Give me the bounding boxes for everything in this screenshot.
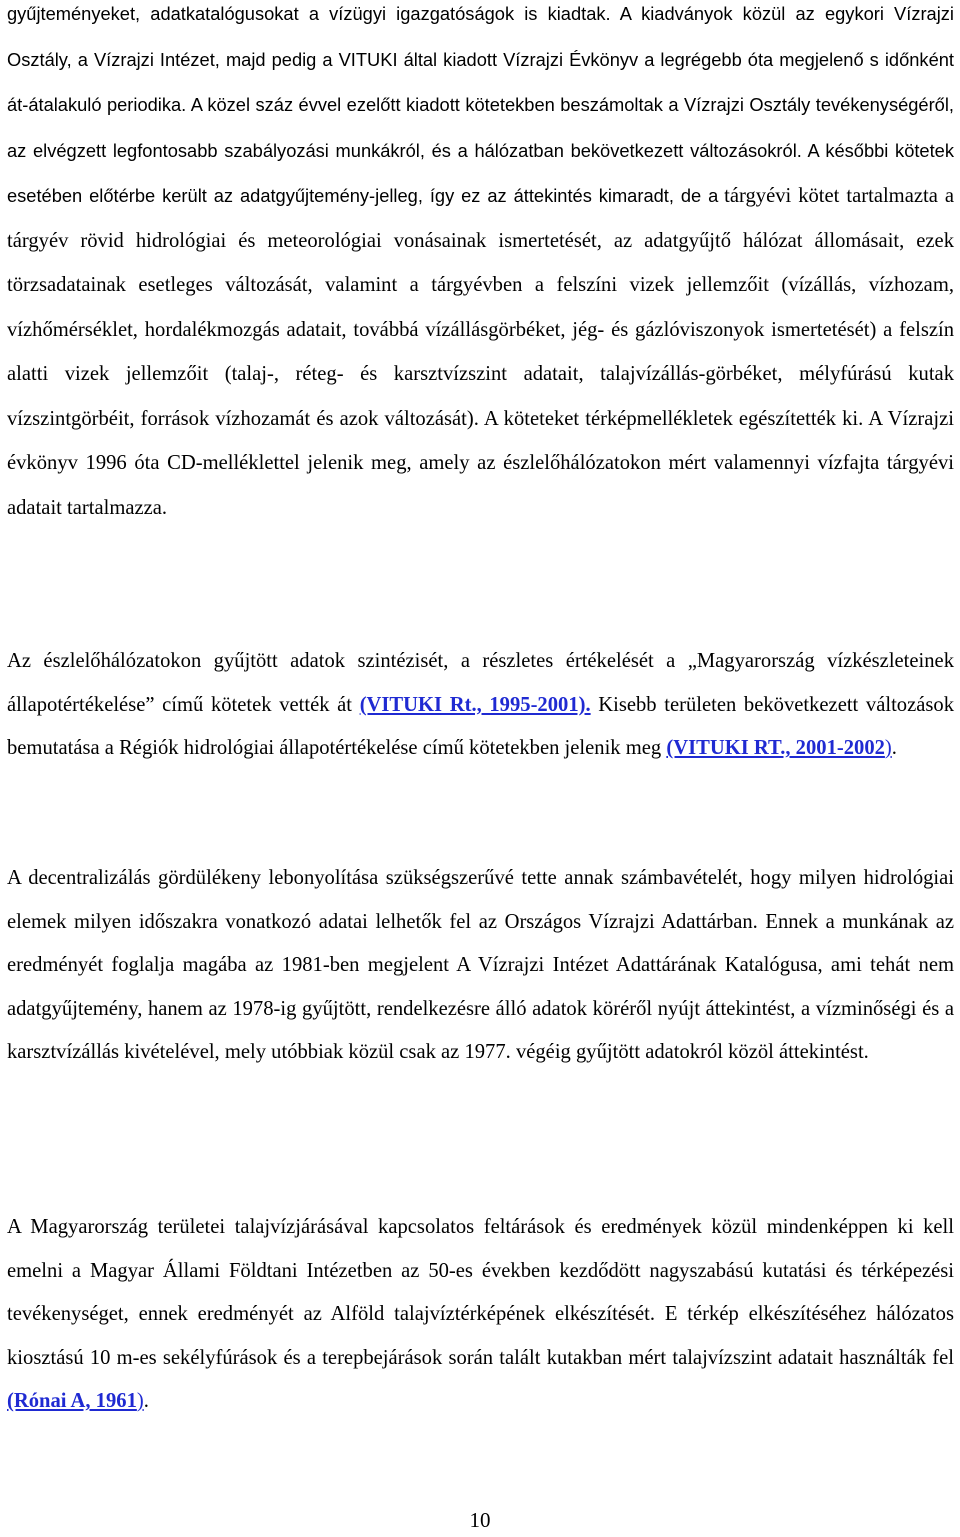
reference-link-vituki-1995[interactable]: (VITUKI Rt., 1995-2001).: [359, 693, 591, 716]
reference-link-closing[interactable]: ): [136, 1390, 144, 1412]
paragraph-text: .: [143, 1390, 149, 1412]
reference-link-ronai-1961[interactable]: (Rónai A, 1961: [7, 1390, 137, 1412]
paragraph-vizkeszlet-ertekeles: [7, 640, 954, 771]
page-number: 10: [469, 1508, 491, 1532]
paragraph-adattar-katalogus: [7, 857, 954, 1075]
reference-link-closing[interactable]: ): [884, 737, 892, 759]
paragraph-text: A decentralizálás gördülékeny lebonyolítása szükségszerűvé tette annak számbavételét, hogy milyen hidrológiai elemek milyen időszakra vonatkozó adatai lelhetők fel az Országos Vízrajzi Adattárban. Ennek a munkának az eredményét foglalja magába az 1981-ben megjelent A Vízrajzi Intézet Adattárának Katalógusa, ami tehát nem adatgyűjtemény, hanem az 1978-ig gyűjtött, rendelkezésre álló adatok köréről nyújt áttekintést, a vízminőségi és a karsztvízállás kivételével, mely utóbbiak közül csak az 1977. végéig gyűjtött adatokról közöl áttekintést.: [7, 867, 954, 1063]
paragraph-talajvizjaras: [7, 1206, 954, 1424]
reference-link-vituki-2001[interactable]: (VITUKI RT., 2001-2002: [666, 737, 885, 759]
paragraph-text: Kisebb területen bekövetkezett változások bemutatása a Régiók hidrológiai állapotértékelése című kötetekben jelenik meg: [7, 693, 954, 759]
paragraph-vizrajzi-evkonyv: [7, 0, 954, 531]
paragraph-text-sans: gyűjteményeket, adatkatalógusokat a vízügyi igazgatóságok is kiadtak. A kiadványok közül az egykori Vízrajzi Osztály, a Vízrajzi Intézet, majd pedig a VITUKI által kiadott Vízrajzi Évkönyv a legrégebb óta megjelenő s időnként át-átalakuló periodika. A közel száz évvel ezelőtt kiadott kötetekben beszámoltak a Vízrajzi Osztály tevékenységéről, az elvégzett legfontosabb szabályozási munkákról, és a hálózatban bekövetkezett változásokról. A későbbi kötetek esetében előtérbe került az adatgyűjtemény-jelleg, így ez az áttekintés kimaradt, de a: [7, 3, 954, 206]
paragraph-text: A Magyarország területei talajvízjárásával kapcsolatos feltárások és eredmények közül mindenképpen ki kell emelni a Magyar Állami Földtani Intézetben az 50-es években kezdődött nagyszabású kutatási és térképezési tevékenységet, ennek eredményét az Alföld talajvíztérképének elkészítését. E térkép elkészítéséhez hálózatos kiosztású 10 m-es sekélyfúrások és a terepbejárások során talált kutakban mért talajvízszint adatait használták fel: [7, 1216, 954, 1369]
paragraph-text-serif: tárgyévi kötet tartalmazta a tárgyév rövid hidrológiai és meteorológiai vonásainak ismertetését, az adatgyűjtő hálózat állomásait, ezek törzsadatainak esetleges változását, valamint a tárgyévben a felszíni vizek jellemzőit (vízállás, vízhozam, vízhőmérséklet, hordalékmozgás adatait, továbbá vízállásgörbéket, jég- és gázlóviszonyok ismertetését) a felszín alatti vizek jellemzőit (talaj-, réteg- és karsztvízszint adatait, talajvízállás-görbéket, mélyfúrású kutak vízszintgörbéit, források vízhozamát és azok változását). A köteteket térképmellékletek egészítették ki. A Vízrajzi évkönyv 1996 óta CD-melléklettel jelenik meg, amely az észlelőhálózatokon mért valamennyi vízfajta tárgyévi adatait tartalmazza.: [7, 185, 954, 519]
paragraph-text: Az észlelőhálózatokon gyűjtött adatok szintézisét, a részletes értékelését a „Magyarország vízkészleteinek állapotértékelése” című kötetek vették át: [7, 650, 954, 716]
paragraph-text: .: [891, 737, 897, 759]
